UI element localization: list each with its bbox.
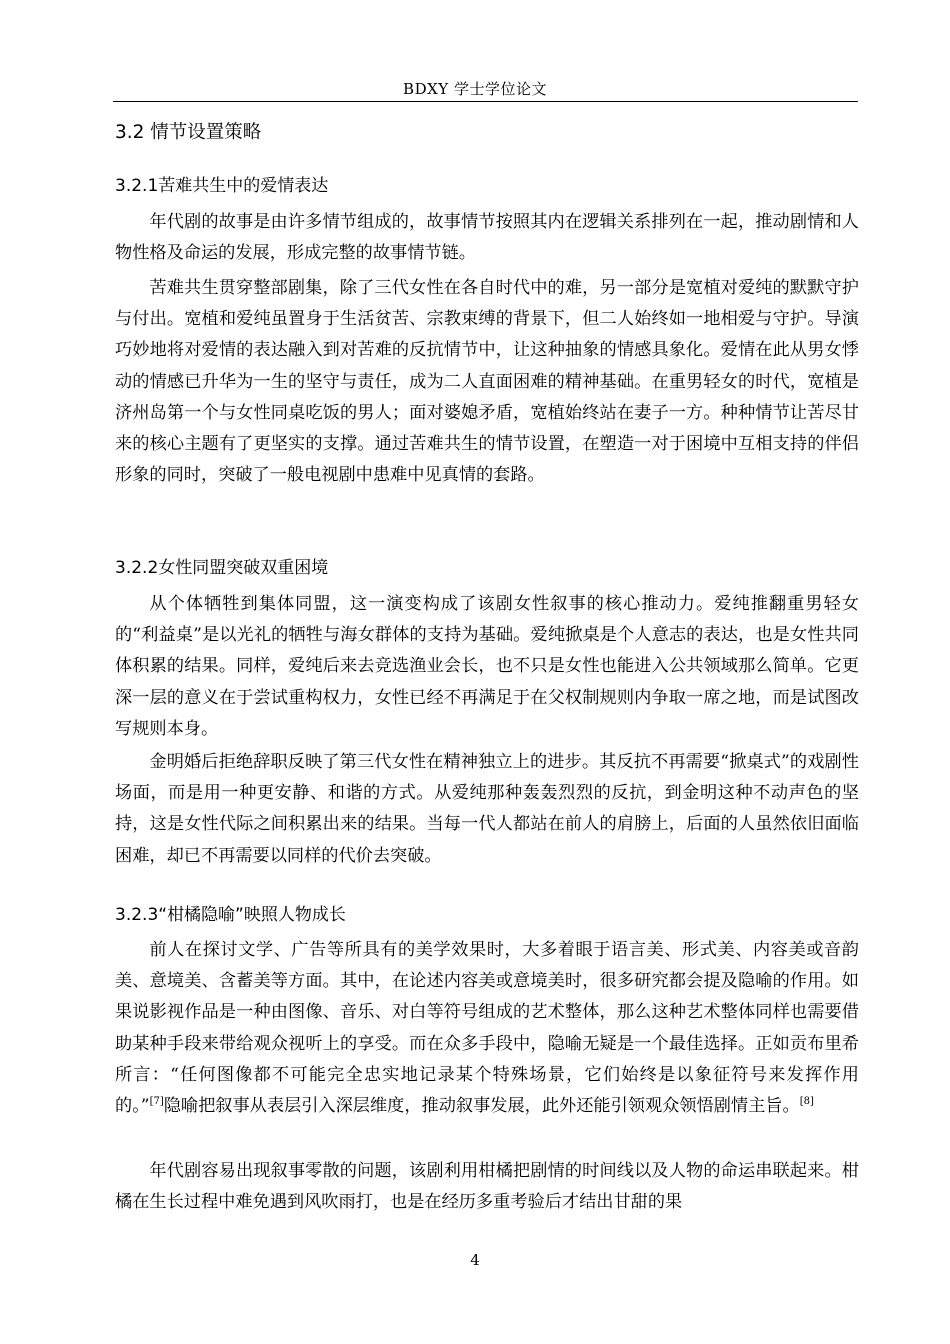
paragraph: 年代剧的故事是由许多情节组成的，故事情节按照其内在逻辑关系排列在一起，推动剧情和人物性格及命运的发展，形成完整的故事情节链。	[115, 212, 859, 264]
subsection-heading-3-2-3: 3.2.3“柑橘隐喻”映照人物成长	[115, 905, 346, 925]
paragraph: 年代剧容易出现叙事零散的问题，该剧利用柑橘把剧情的时间线以及人物的命运串联起来。柑橘在生长过程中难免遇到风吹雨打，也是在经历多重考验后才结出甘甜的果	[115, 1161, 859, 1213]
paragraph	[115, 935, 859, 1122]
section-title: 3.2 情节设置策略	[115, 122, 262, 143]
paragraph-text: 前人在探讨文学、广告等所具有的美学效果时，大多着眼于语言美、形式美、内容美或音韵美、意境美、含蓄美等方面。其中，在论述内容美或意境美时，很多研究都会提及隐喻的作用。如果说影视作品是一种由图像、音乐、对白等符号组成的艺术整体，那么这种艺术整体同样也需要借助某种手段来带给观众视听上的享受。而在众多手段中，隐喻无疑是一个最佳选择。正如贡布里希所言：“任何图像都不可能完全忠实地记录某个特殊场景，它们始终是以象征符号来发挥作用的。”	[115, 940, 859, 1117]
subsection-heading-3-2-2: 3.2.2女性同盟突破双重困境	[115, 558, 329, 578]
page-number: 4	[470, 1251, 480, 1269]
citation-ref: [7]	[149, 1096, 164, 1108]
paragraph: 金明婚后拒绝辞职反映了第三代女性在精神独立上的进步。其反抗不再需要“掀桌式”的戏剧性场面，而是用一种更安静、和谐的方式。从爱纯那种轰轰烈烈的反抗，到金明这种不动声色的坚持，这是女性代际之间积累出来的结果。当每一代人都站在前人的肩膀上，后面的人虽然依旧面临困难，却已不再需要以同样的代价去突破。	[115, 752, 859, 866]
subsection-heading-3-2-1: 3.2.1苦难共生中的爱情表达	[115, 176, 329, 196]
paragraph-text: 隐喻把叙事从表层引入深层维度，推动叙事发展，此外还能引领观众领悟剧情主旨。	[163, 1096, 800, 1117]
citation-ref: [8]	[799, 1096, 814, 1108]
running-head: BDXY 学士学位论文	[403, 80, 547, 98]
header-rule	[113, 101, 858, 102]
paragraph: 从个体牺牲到集体同盟，这一演变构成了该剧女性叙事的核心推动力。爱纯推翻重男轻女的“利益桌”是以光礼的牺牲与海女群体的支持为基础。爱纯掀桌是个人意志的表达，也是女性共同体积累的结果。同样，爱纯后来去竞选渔业会长，也不只是女性也能进入公共领域那么简单。它更深一层的意义在于尝试重构权力，女性已经不再满足于在父权制规则内争取一席之地，而是试图改写规则本身。	[115, 594, 859, 739]
paragraph: 苦难共生贯穿整部剧集，除了三代女性在各自时代中的难，另一部分是宽植对爱纯的默默守护与付出。宽植和爱纯虽置身于生活贫苦、宗教束缚的背景下，但二人始终如一地相爱与守护。导演巧妙地将对爱情的表达融入到对苦难的反抗情节中，让这种抽象的情感具象化。爱情在此从男女悸动的情感已升华为一生的坚守与责任，成为二人直面困难的精神基础。在重男轻女的时代，宽植是济州岛第一个与女性同桌吃饭的男人；面对婆媳矛盾，宽植始终站在妻子一方。种种情节让苦尽甘来的核心主题有了更坚实的支撑。通过苦难共生的情节设置，在塑造一对于困境中互相支持的伴侣形象的同时，突破了一般电视剧中患难中见真情的套路。	[115, 278, 859, 486]
